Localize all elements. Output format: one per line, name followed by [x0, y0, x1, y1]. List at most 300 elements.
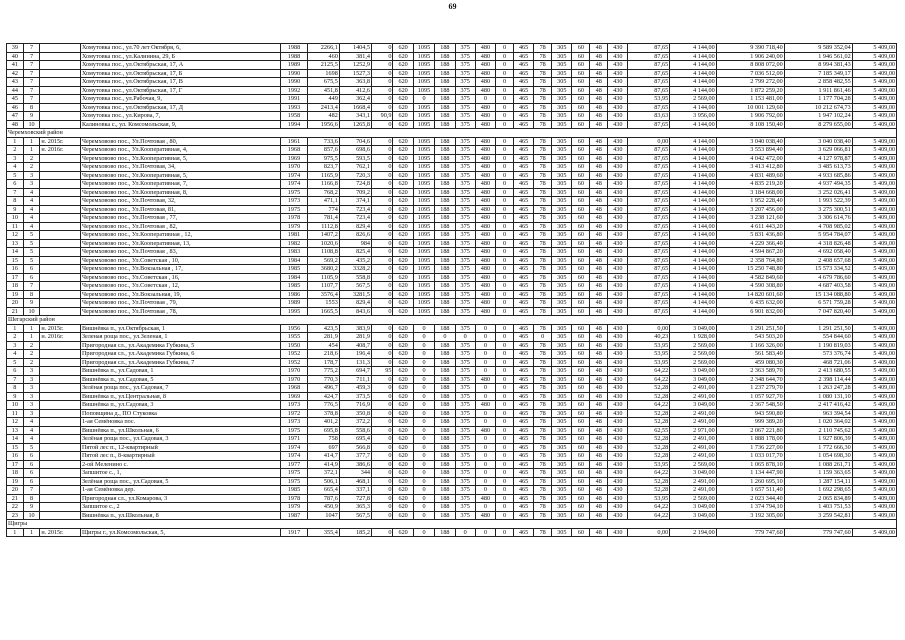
table-cell: Черемховово пос., Ул.Вокзальная , 17, [80, 265, 280, 274]
table-cell: 78 [534, 452, 552, 461]
table-cell: Черемховово пос., Ул.Советская , 16, [80, 273, 280, 282]
table-cell: 10 [7, 401, 24, 410]
table-cell: 375 [455, 503, 475, 512]
table-cell: 48 [590, 375, 608, 384]
table-cell: 48 [590, 180, 608, 189]
table-cell: Хомутовка пос., ул.Октябрьская, 17, В [80, 78, 280, 87]
table-cell [40, 299, 81, 308]
table-cell: 375 [455, 163, 475, 172]
table-cell: 60 [572, 477, 590, 486]
table-cell: 620 [393, 367, 413, 376]
table-cell: 0 [372, 52, 393, 61]
table-cell: 2 569,00 [670, 494, 717, 503]
table-cell: 305 [552, 528, 572, 537]
table-cell: 78 [534, 477, 552, 486]
table-cell: 430 [608, 214, 628, 223]
table-cell [40, 103, 81, 112]
table-cell: 64,22 [628, 375, 670, 384]
table-cell: 0 [496, 197, 514, 206]
table-cell: 4 144,00 [670, 214, 717, 223]
table-cell: 5 409,00 [852, 324, 896, 333]
table-cell: 78 [534, 137, 552, 146]
table-cell: 375 [455, 146, 475, 155]
table-cell [40, 460, 81, 469]
table-cell: 5 409,00 [852, 460, 896, 469]
table-cell: 0 [413, 494, 434, 503]
table-cell: 188 [435, 154, 455, 163]
table-cell: 0 [372, 350, 393, 359]
table-cell [40, 86, 81, 95]
table-cell: 5 409,00 [852, 78, 896, 87]
table-cell [40, 290, 81, 299]
table-cell: 620 [393, 205, 413, 214]
table-cell: 48 [590, 171, 608, 180]
table-cell: 620 [393, 435, 413, 444]
table-cell: 5 409,00 [852, 528, 896, 537]
table-cell: 78 [534, 231, 552, 240]
table-cell: 375 [455, 392, 475, 401]
table-cell: 1970 [281, 367, 307, 376]
table-cell: 3 [23, 180, 40, 189]
table-cell: 5 409,00 [852, 44, 896, 53]
table-cell: 1 692 298,65 [784, 486, 852, 495]
table-cell: 0 [372, 299, 393, 308]
table-cell: 2 491,00 [670, 452, 717, 461]
table-cell: 1 [23, 528, 40, 537]
table-cell: 87,65 [628, 180, 670, 189]
table-cell: 5 409,00 [852, 248, 896, 257]
table-cell: 1984 [281, 273, 307, 282]
table-cell: 305 [552, 222, 572, 231]
table-cell: 0 [496, 477, 514, 486]
table-cell: н. 2015г. [40, 528, 81, 537]
table-cell: 465 [513, 392, 533, 401]
table-cell: 430 [608, 350, 628, 359]
table-cell: 5 409,00 [852, 384, 896, 393]
table-cell: 43 [7, 78, 24, 87]
table-cell: 430 [608, 452, 628, 461]
table-cell: 999 389,20 [716, 418, 784, 427]
table-cell: 3 049,00 [670, 401, 717, 410]
table-cell: 78 [534, 248, 552, 257]
table-cell: 188 [435, 443, 455, 452]
table-cell: 1969 [281, 154, 307, 163]
table-cell: 480 [475, 180, 495, 189]
table-cell: 620 [393, 452, 413, 461]
table-cell: Черемховово пос., Ул.Почтовая , 79, [80, 299, 280, 308]
table-cell: 188 [435, 188, 455, 197]
table-cell: 78 [534, 239, 552, 248]
table-cell: 60 [572, 180, 590, 189]
table-cell: 465 [513, 180, 533, 189]
table-cell: 1979 [281, 503, 307, 512]
table-cell: 0 [372, 239, 393, 248]
table-cell: 1 911 861,46 [784, 86, 852, 95]
table-cell: 375 [455, 494, 475, 503]
table-row [7, 418, 897, 427]
table-cell: 87,65 [628, 290, 670, 299]
table-cell: 375 [455, 435, 475, 444]
table-cell: 188 [435, 384, 455, 393]
table-cell: 1 906 240,00 [716, 52, 784, 61]
table-cell: 1 906 792,00 [716, 112, 784, 121]
table-cell: 7 [23, 78, 40, 87]
table-cell: 188 [435, 273, 455, 282]
table-cell: 4 144,00 [670, 290, 717, 299]
table-cell: 78 [534, 69, 552, 78]
table-cell: 430 [608, 154, 628, 163]
table-cell: 0 [372, 375, 393, 384]
table-cell: 465 [513, 154, 533, 163]
table-cell: 2 367 548,50 [716, 401, 784, 410]
table-row [7, 95, 897, 104]
table-cell: 188 [435, 392, 455, 401]
table-cell: 0 [496, 384, 514, 393]
table-cell: 774 [307, 205, 339, 214]
table-cell: 0 [372, 290, 393, 299]
table-cell: 2 569,00 [670, 358, 717, 367]
table-cell: 53,95 [628, 460, 670, 469]
table-cell: 19 [7, 477, 24, 486]
table-cell: 3 553 894,40 [716, 146, 784, 155]
table-cell: 0 [496, 452, 514, 461]
table-cell: 4 144,00 [670, 180, 717, 189]
table-cell: 762,1 [339, 163, 371, 172]
table-cell: 593,5 [339, 154, 371, 163]
table-cell: 5 409,00 [852, 307, 896, 316]
table-cell: 0 [496, 426, 514, 435]
table-cell: 305 [552, 265, 572, 274]
table-cell: 305 [552, 418, 572, 427]
table-cell: 48 [590, 452, 608, 461]
table-cell: 724,8 [339, 180, 371, 189]
table-cell: 1974 [281, 452, 307, 461]
table-cell: 48 [590, 392, 608, 401]
register-table-body [7, 44, 897, 537]
table-cell: 0 [496, 95, 514, 104]
table-cell: 78 [534, 341, 552, 350]
table-cell: 87,65 [628, 239, 670, 248]
table-cell: 375 [455, 44, 475, 53]
table-cell [40, 265, 81, 274]
table-cell: 4 144,00 [670, 248, 717, 257]
table-cell: 53,95 [628, 95, 670, 104]
table-cell: Черемховово пос., Ул.Советская , 12, [80, 282, 280, 291]
table-cell: 5 409,00 [852, 452, 896, 461]
table-cell: 5 [23, 239, 40, 248]
table-cell: 375 [455, 248, 475, 257]
table-cell: 4 144,00 [670, 188, 717, 197]
table-cell: 1 952 228,40 [716, 197, 784, 206]
table-cell: 1952 [281, 358, 307, 367]
table-cell: 78 [534, 384, 552, 393]
table-cell: Запшитое с., 1, [80, 469, 280, 478]
table-cell: 430 [608, 324, 628, 333]
table-row [7, 265, 897, 274]
table-cell: 5 409,00 [852, 367, 896, 376]
table-cell: 60 [572, 78, 590, 87]
table-cell: 0 [372, 78, 393, 87]
table-cell: 60 [572, 290, 590, 299]
table-cell: 3 252 026,41 [784, 188, 852, 197]
table-cell: 1107,7 [307, 282, 339, 291]
table-cell: 188 [435, 401, 455, 410]
table-cell: 4 692 058,40 [784, 248, 852, 257]
table-cell: 567,5 [339, 511, 371, 520]
table-row [7, 146, 897, 155]
table-cell: 459,3 [339, 384, 371, 393]
table-cell: 465 [513, 367, 533, 376]
table-cell: 64,22 [628, 511, 670, 520]
table-cell: 378,8 [307, 409, 339, 418]
table-cell: 188 [435, 265, 455, 274]
table-cell: 1 [23, 137, 40, 146]
table-cell: 375 [455, 375, 475, 384]
table-cell: 12 [7, 231, 24, 240]
table-cell: 9 589 352,04 [784, 44, 852, 53]
table-cell: 1047 [307, 511, 339, 520]
table-row [7, 222, 897, 231]
table-cell: 3 [7, 341, 24, 350]
table-cell: 48 [590, 460, 608, 469]
table-cell: 0 [496, 290, 514, 299]
table-cell: 1095 [413, 154, 434, 163]
table-cell: 0 [372, 511, 393, 520]
table-cell: 0 [496, 222, 514, 231]
table-cell: 620 [393, 426, 413, 435]
table-cell: 53,95 [628, 350, 670, 359]
table-cell: 87,65 [628, 69, 670, 78]
table-cell: 305 [552, 409, 572, 418]
table-cell: 1166,8 [307, 180, 339, 189]
table-cell: 1108,8 [307, 248, 339, 257]
table-cell: 620 [393, 494, 413, 503]
table-cell: 4 144,00 [670, 282, 717, 291]
table-cell: 620 [393, 214, 413, 223]
table-cell: 480 [475, 78, 495, 87]
table-cell: Пригородная сл., ул.Комарова, 3 [80, 494, 280, 503]
table-cell: 305 [552, 180, 572, 189]
table-cell: 188 [435, 418, 455, 427]
table-cell: 188 [435, 503, 455, 512]
table-row [7, 350, 897, 359]
table-cell: 375 [455, 171, 475, 180]
table-cell: 3 049,00 [670, 324, 717, 333]
table-cell: 620 [393, 265, 413, 274]
table-cell: 6 [23, 477, 40, 486]
table-cell: 78 [534, 78, 552, 87]
table-cell: 430 [608, 511, 628, 520]
table-cell: 1095 [413, 197, 434, 206]
table-cell: 83,63 [628, 112, 670, 121]
table-cell: 78 [534, 154, 552, 163]
table-cell: 372,1 [307, 469, 339, 478]
table-cell: 0 [496, 154, 514, 163]
table-cell: 60 [572, 222, 590, 231]
table-cell: 465 [513, 460, 533, 469]
table-cell: 1 260 695,10 [716, 477, 784, 486]
table-cell: 0 [372, 494, 393, 503]
table-cell: 78 [534, 290, 552, 299]
table-cell: 305 [552, 307, 572, 316]
table-cell: 465 [513, 401, 533, 410]
table-cell: 87,65 [628, 103, 670, 112]
table-cell: 1 287 154,11 [784, 477, 852, 486]
table-cell: 620 [393, 460, 413, 469]
table-cell: 1972 [281, 409, 307, 418]
table-cell: 0 [496, 86, 514, 95]
table-cell: 78 [534, 197, 552, 206]
table-cell: 78 [534, 95, 552, 104]
table-cell: 48 [590, 333, 608, 342]
table-cell: 695,4 [339, 435, 371, 444]
table-cell: 573 376,74 [784, 350, 852, 359]
table-cell: 0 [496, 61, 514, 70]
table-cell: 5 409,00 [852, 290, 896, 299]
table-cell: 1990 [281, 78, 307, 87]
table-cell: 1970 [281, 163, 307, 172]
table-row [7, 443, 897, 452]
table-cell: 188 [435, 511, 455, 520]
table-cell: 48 [590, 350, 608, 359]
table-cell: 87,65 [628, 154, 670, 163]
table-cell: 350,8 [339, 409, 371, 418]
table-cell: 5 409,00 [852, 95, 896, 104]
table-cell: 87,65 [628, 120, 670, 129]
table-cell: 1095 [413, 205, 434, 214]
table-cell: 1994 [281, 120, 307, 129]
table-cell: 620 [393, 44, 413, 53]
table-cell: 87,65 [628, 86, 670, 95]
table-cell: 0 [475, 503, 495, 512]
table-cell: 375 [455, 78, 475, 87]
table-cell: 0 [372, 443, 393, 452]
table-cell: 1 [7, 528, 24, 537]
table-cell: 0 [372, 231, 393, 240]
table-cell: 430 [608, 358, 628, 367]
table-cell: Пятой лес п., 8-квартирный [80, 452, 280, 461]
table-cell: 78 [534, 120, 552, 129]
table-cell: 3 [23, 171, 40, 180]
table-cell: 430 [608, 163, 628, 172]
table-cell: 1985 [281, 282, 307, 291]
table-cell: Черемховово пос., Ул.Почтовая , 82, [80, 222, 280, 231]
table-cell: 48 [7, 120, 24, 129]
table-cell: 408,7 [339, 341, 371, 350]
table-cell: 3 629 066,81 [784, 146, 852, 155]
table-cell: 305 [552, 171, 572, 180]
table-cell: 2 067 221,80 [716, 426, 784, 435]
table-cell: 10 [23, 307, 40, 316]
table-cell: 48 [590, 120, 608, 129]
table-cell: 53,95 [628, 494, 670, 503]
table-cell: 4 144,00 [670, 299, 717, 308]
table-cell: Черемховово пос., Ул.Кооперативная, 5, [80, 154, 280, 163]
table-cell: 8 [23, 290, 40, 299]
table-cell: 46 [7, 103, 24, 112]
table-cell: 430 [608, 44, 628, 53]
table-cell: 1095 [413, 265, 434, 274]
table-cell: 430 [608, 401, 628, 410]
table-cell: 0 [413, 426, 434, 435]
table-cell: 60 [572, 61, 590, 70]
table-cell [40, 188, 81, 197]
table-cell: 188 [435, 528, 455, 537]
table-cell: 1265,8 [339, 120, 371, 129]
table-cell: н. 2016г. [40, 333, 81, 342]
table-cell: 0 [475, 95, 495, 104]
table-cell: 0 [496, 112, 514, 121]
table-cell: 78 [534, 44, 552, 53]
table-cell: 375 [455, 350, 475, 359]
table-cell: 78 [534, 282, 552, 291]
table-cell: 430 [608, 273, 628, 282]
table-cell: 480 [475, 375, 495, 384]
table-cell: 0 [413, 460, 434, 469]
table-cell: 0 [435, 333, 455, 342]
table-cell: 305 [552, 486, 572, 495]
table-cell: 2 491,00 [670, 486, 717, 495]
table-cell [40, 486, 81, 495]
table-cell: 60 [572, 112, 590, 121]
table-cell: 0 [372, 146, 393, 155]
table-cell: 0 [372, 154, 393, 163]
table-cell: 480 [475, 188, 495, 197]
table-cell: 620 [393, 86, 413, 95]
table-cell: Вишнёвка п., ул.Садовая, 3 [80, 401, 280, 410]
table-cell: 2 799 272,00 [716, 78, 784, 87]
table-cell: 0 [475, 392, 495, 401]
table-cell: 60 [572, 256, 590, 265]
table-cell: 87,65 [628, 256, 670, 265]
table-cell: 465 [513, 290, 533, 299]
table-cell: 305 [552, 511, 572, 520]
table-cell: 0 [496, 239, 514, 248]
table-cell: 60 [572, 146, 590, 155]
table-cell: 375 [455, 188, 475, 197]
table-cell: 375 [455, 511, 475, 520]
table-cell: 4 611 443,20 [716, 222, 784, 231]
table-cell: 430 [608, 282, 628, 291]
table-cell: 1984 [281, 256, 307, 265]
table-row [7, 273, 897, 282]
table-cell: 1-ая Семёновка дер. [80, 486, 280, 495]
table-cell: 5 409,00 [852, 418, 896, 427]
table-cell: Вишнёвка п., ул.Школьная, 8 [80, 511, 280, 520]
table-cell: 78 [534, 528, 552, 537]
table-cell: 78 [534, 435, 552, 444]
table-cell: 1 159 363,65 [784, 469, 852, 478]
table-cell: 465 [513, 95, 533, 104]
table-cell: 60 [572, 120, 590, 129]
table-cell: 0 [413, 418, 434, 427]
table-cell: 281,9 [307, 333, 339, 342]
table-cell: 1917 [281, 528, 307, 537]
table-cell: 8 808 072,00 [716, 61, 784, 70]
table-cell: 620 [393, 231, 413, 240]
table-cell: 78 [534, 52, 552, 61]
table-cell: 0 [413, 333, 434, 342]
table-cell: 10 [23, 120, 40, 129]
table-cell: 362,4 [339, 95, 371, 104]
table-cell: 78 [534, 214, 552, 223]
table-cell: 0 [372, 265, 393, 274]
table-cell: 430 [608, 409, 628, 418]
table-cell: 1095 [413, 222, 434, 231]
table-cell: 430 [608, 392, 628, 401]
table-cell: 0 [413, 350, 434, 359]
table-cell [40, 469, 81, 478]
